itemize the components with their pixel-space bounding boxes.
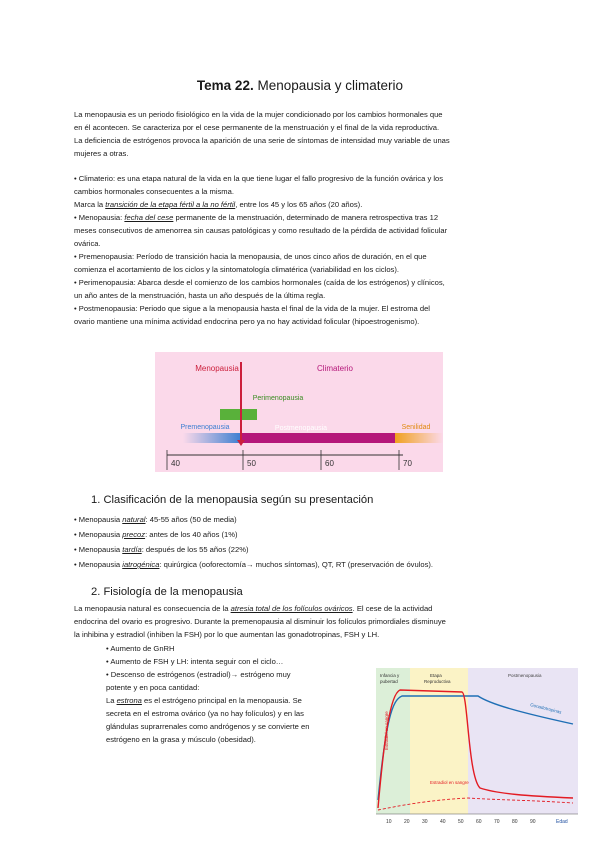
zone-reproductiva [410, 668, 468, 814]
postmenopausia-bar [241, 433, 395, 443]
label-menopausia: Menopausia [195, 364, 239, 373]
intro-line: La deficiencia de estrógenos provoca la aparición de una serie de síntomas de intensidad muy variable de unas [74, 136, 450, 145]
intro-paragraph [74, 108, 529, 160]
item-text: • Menopausia [74, 530, 123, 539]
chart-tick: 50 [458, 819, 464, 825]
def-text: Período de transición hacia la menopausia, de unos cinco años de duración, en el que [134, 252, 427, 261]
section2-paragraph [74, 602, 529, 641]
zone-postmenopausia [468, 668, 578, 814]
label-climaterio: Climaterio [316, 364, 354, 373]
section1-heading: 1. Clasificación de la menopausia según su presentación [91, 494, 374, 506]
def-text: cambios hormonales consecuentes a la misma. [74, 187, 234, 196]
bullet-item: • Descenso de estrógenos (estradiol) [106, 670, 231, 679]
tick-label: 40 [171, 459, 180, 468]
def-climaterio [74, 172, 529, 211]
bullet-item: • Aumento de FSH y LH: intenta seguir con el ciclo… [106, 657, 284, 666]
zone-label-postmenopausia: Postmenopausia [508, 673, 542, 678]
def-text: Periodo que sigue a la menopausia hasta el final de la vida de la mujer. El estroma del [137, 304, 430, 313]
chart-tick: 30 [422, 819, 428, 825]
item-text: • Menopausia [74, 560, 123, 569]
label-premenopausia: Premenopausia [180, 424, 230, 431]
def-text: ovario mantiene una mínima actividad endocrina pero ya no hay actividad folicular (hipoestrogenismo). [74, 317, 420, 326]
para-text: . El cese de la actividad [352, 604, 433, 613]
bullet-item: potente y en poca cantidad: [106, 683, 200, 692]
zone-label-infancia-2: pubertad [380, 679, 398, 684]
section2-bullets [106, 642, 364, 746]
curve-label-estradiol: Estradiol en sangre [430, 780, 469, 785]
chart-xlabel: Edad [556, 819, 568, 825]
timeline-figure [155, 352, 443, 472]
para-text: La menopausia natural es consecuencia de la [74, 604, 231, 613]
item-text: • Menopausia [74, 515, 123, 524]
para-text: endocrina del ovario es progresivo. Durante la premenopausia al disminuir los folículos primordiales disminuye [74, 617, 446, 626]
tick-label: 50 [247, 459, 256, 468]
def-term: • Postmenopausia: [74, 304, 138, 313]
para-underlined: estrona [116, 696, 142, 705]
def-menopausia [74, 211, 529, 250]
chart-tick: 40 [440, 819, 446, 825]
item-text: • Menopausia [74, 545, 123, 554]
para-text: la inhibina y estradiol (inhiben la FSH) por lo que aumentan las gonadotropinas, FSH y LH. [74, 630, 380, 639]
item-text: : quirúrgica (ooforectomía→ muchos síntomas), QT, RT (preservación de óvulos). [159, 560, 434, 569]
def-text: , entre los 45 y los 65 años (20 años). [235, 200, 363, 209]
def-text: Marca la [74, 200, 106, 209]
def-term: • Menopausia: [74, 213, 123, 222]
para-text: estrógeno en la grasa y músculo (obesidad). [106, 735, 256, 744]
list-item [74, 512, 534, 527]
zone-label-reproductiva: Etapa [430, 673, 442, 678]
hormone-chart [368, 660, 584, 834]
chart-tick: 10 [386, 819, 392, 825]
intro-line: en él acontecen. Se caracteriza por el cese permanente de la menstruación y el final de la vida reproductiva. [74, 123, 440, 132]
para-text: secreta en el estroma ovárico (ya no hay folículos) y en las [106, 709, 304, 718]
curve-label-gonadotropinas: Gonadotropinas [529, 702, 563, 715]
perimenopausia-bar [220, 409, 257, 420]
def-text: un año antes de la menstruación, hasta un año después de la última regla. [74, 291, 326, 300]
label-postmenopausia: Postmenopausia [274, 425, 328, 432]
bullet-item: → estrógeno muy [230, 670, 291, 679]
axis-label-y: Estradiol en sangre [384, 711, 389, 750]
intro-line: La menopausia es un periodo fisiológico en la vida de la mujer condicionado por los cambios hormonales que [74, 110, 443, 119]
item-text: : 45-55 años (50 de media) [145, 515, 237, 524]
def-text: comienza el acortamiento de los ciclos y la sintomatología climatérica (variabilidad en los ciclos). [74, 265, 399, 274]
item-text: : después de los 55 años (22%) [141, 545, 249, 554]
page-title [0, 78, 600, 93]
zone-label-infancia: Infancia y [380, 673, 400, 678]
list-item [74, 557, 534, 572]
definitions-list [74, 172, 529, 328]
item-underlined: iatrogénica [122, 560, 160, 569]
zone-label-reproductiva-2: Reproductiva [424, 679, 451, 684]
tick-label: 70 [403, 459, 412, 468]
def-term: • Climaterio: [74, 174, 116, 183]
item-text: : antes de los 40 años (1%) [145, 530, 238, 539]
chart-tick: 20 [404, 819, 410, 825]
def-text: Abarca desde el comienzo de los cambios hormonales (caída de los estrógenos) y clínicos, [135, 278, 445, 287]
def-postmenopausia [74, 302, 529, 328]
def-underlined: transición de la etapa fértil a la no fértil [105, 200, 236, 209]
title-number: Tema 22. [196, 78, 254, 93]
list-item [74, 527, 534, 542]
tick-label: 60 [325, 459, 334, 468]
para-text: La [106, 696, 117, 705]
bullet-item: • Aumento de GnRH [106, 644, 175, 653]
title-text: Menopausia y climaterio [257, 78, 404, 93]
def-term: • Premenopausia: [74, 252, 135, 261]
def-text: meses consecutivos de amenorrea sin causas patológicas y como resultado de la pérdida de actividad folicular [74, 226, 448, 235]
para-text: es el estrógeno principal en la menopausia. Se [141, 696, 302, 705]
premenopausia-bar [183, 433, 241, 443]
def-term: • Perimenopausia: [74, 278, 136, 287]
intro-line: mujeres a otras. [74, 149, 129, 158]
chart-tick: 90 [530, 819, 536, 825]
label-senilidad: Senilidad [401, 424, 431, 431]
def-underlined: fecha del cese [124, 213, 174, 222]
section1-list [74, 512, 534, 572]
def-text: permanente de la menstruación, determinado de manera retrospectiva tras 12 [173, 213, 439, 222]
item-underlined: tardía [122, 545, 142, 554]
item-underlined: precoz [122, 530, 146, 539]
def-text: ovárica. [74, 239, 101, 248]
chart-tick: 70 [494, 819, 500, 825]
senilidad-bar [395, 433, 443, 443]
chart-tick: 80 [512, 819, 518, 825]
item-underlined: natural [122, 515, 146, 524]
def-text: es una etapa natural de la vida en la que tiene lugar el fallo progresivo de la función ovárica y los [115, 174, 444, 183]
para-text: glándulas suprarrenales como andrógenos y se convierte en [106, 722, 310, 731]
para-underlined: atresia total de los folículos ováricos [230, 604, 353, 613]
section2-heading: 2. Fisiología de la menopausia [91, 586, 243, 598]
chart-tick: 60 [476, 819, 482, 825]
def-premenopausia [74, 250, 529, 276]
label-perimenopausia: Perimenopausia [252, 395, 304, 402]
def-perimenopausia [74, 276, 529, 302]
list-item [74, 542, 534, 557]
